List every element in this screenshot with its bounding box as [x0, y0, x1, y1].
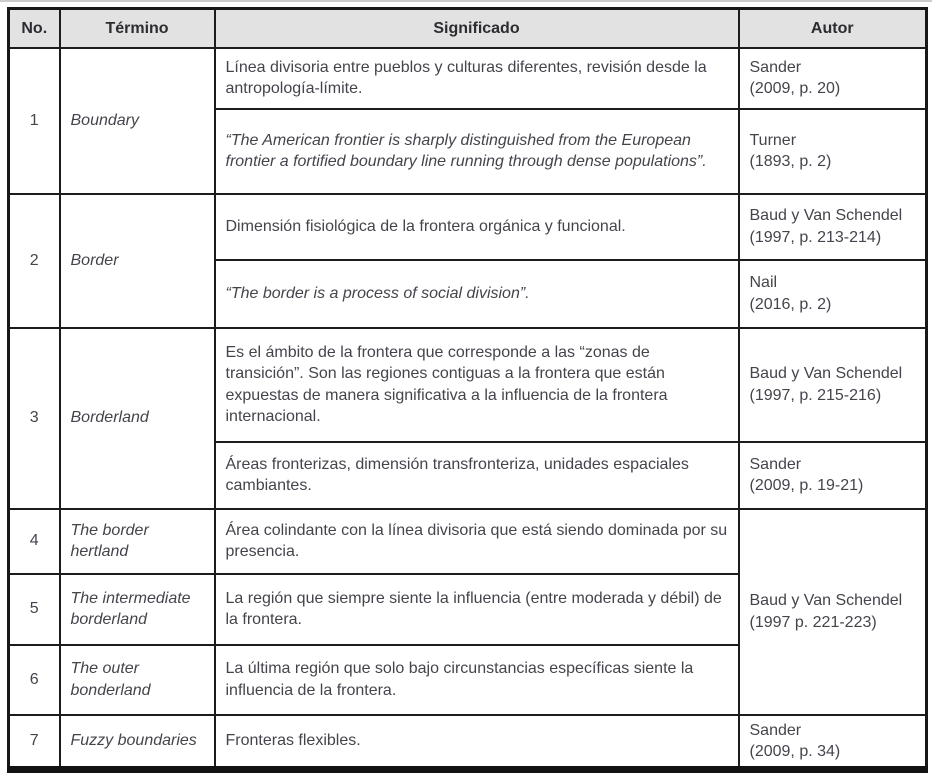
cell-termino: Boundary	[60, 48, 215, 194]
table-row	[9, 328, 927, 442]
cell-significado: Área colindante con la línea divisoria que está siendo dominada por su presencia.	[215, 509, 739, 574]
cell-autor	[739, 715, 927, 770]
cell-termino: The border hertland	[60, 509, 215, 574]
cell-significado-quote: “The border is a process of social division”.	[215, 260, 739, 328]
cell-significado: Es el ámbito de la frontera que corresponde a las “zonas de transición”. Son las regiones contiguas a la frontera que están expuestas de manera significativa a la influencia de la frontera internacional.	[215, 328, 739, 442]
autor-ref: (1893, p. 2)	[749, 153, 832, 170]
cell-termino: Border	[60, 194, 215, 328]
cell-autor	[739, 328, 927, 442]
autor-name: Baud y Van Schendel	[749, 365, 903, 383]
autor-ref: (2016, p. 2)	[749, 295, 832, 313]
cell-significado: Fronteras flexibles.	[215, 715, 739, 770]
table-row	[9, 194, 927, 260]
cell-autor-shared	[739, 509, 927, 715]
cell-no: 7	[9, 715, 60, 770]
cell-significado: La última región que solo bajo circunstancias específicas siente la influencia de la frontera.	[215, 645, 739, 715]
autor-ref: (1997 p. 221-223)	[749, 613, 877, 631]
autor-name: Sander	[749, 721, 802, 739]
cell-autor	[739, 109, 927, 194]
autor-ref: (2009, p. 34)	[749, 742, 841, 760]
cell-autor	[739, 48, 927, 109]
autor-name: Nail	[749, 274, 778, 292]
cell-autor	[739, 194, 927, 260]
cell-autor	[739, 260, 927, 328]
autor-name: Baud y Van Schendel	[749, 592, 903, 610]
terminology-table	[7, 7, 928, 773]
header-cell-termino: Término	[60, 9, 215, 48]
autor-ref: (1997, p. 213-214)	[749, 228, 882, 246]
autor-name: Turner	[749, 131, 797, 149]
table-header-row	[9, 9, 927, 48]
cell-significado: La región que siempre siente la influencia (entre moderada y débil) de la frontera.	[215, 574, 739, 645]
autor-name: Sander	[749, 58, 802, 76]
cell-termino: The intermediate borderland	[60, 574, 215, 645]
cell-termino: Borderland	[60, 328, 215, 509]
autor-name: Sander	[749, 455, 802, 473]
header-cell-significado: Significado	[215, 9, 739, 48]
cell-significado: Línea divisoria entre pueblos y culturas diferentes, revisión desde la antropología-límite.	[215, 48, 739, 109]
cell-no: 6	[9, 645, 60, 715]
cell-termino: The outer bonderland	[60, 645, 215, 715]
autor-ref: (2009, p. 20)	[749, 80, 841, 97]
table-row	[9, 715, 927, 770]
cell-termino: Fuzzy boundaries	[60, 715, 215, 770]
cell-no: 3	[9, 328, 60, 509]
cell-no: 4	[9, 509, 60, 574]
cell-significado-quote: “The American frontier is sharply distinguished from the European frontier a fortified boundary line running through dense populations”.	[215, 109, 739, 194]
cell-significado: Dimensión fisiológica de la frontera orgánica y funcional.	[215, 194, 739, 260]
table-row	[9, 509, 927, 574]
cell-significado: Áreas fronterizas, dimensión transfronteriza, unidades espaciales cambiantes.	[215, 442, 739, 509]
cell-no: 2	[9, 194, 60, 328]
cell-no: 1	[9, 48, 60, 194]
autor-ref: (2009, p. 19-21)	[749, 477, 864, 494]
page-top-rule	[0, 0, 932, 2]
header-cell-no: No.	[9, 9, 60, 48]
cell-no: 5	[9, 574, 60, 645]
cell-autor	[739, 442, 927, 509]
header-cell-autor: Autor	[739, 9, 927, 48]
autor-name: Baud y Van Schendel	[749, 207, 903, 225]
autor-ref: (1997, p. 215-216)	[749, 386, 882, 404]
table-row	[9, 48, 927, 109]
